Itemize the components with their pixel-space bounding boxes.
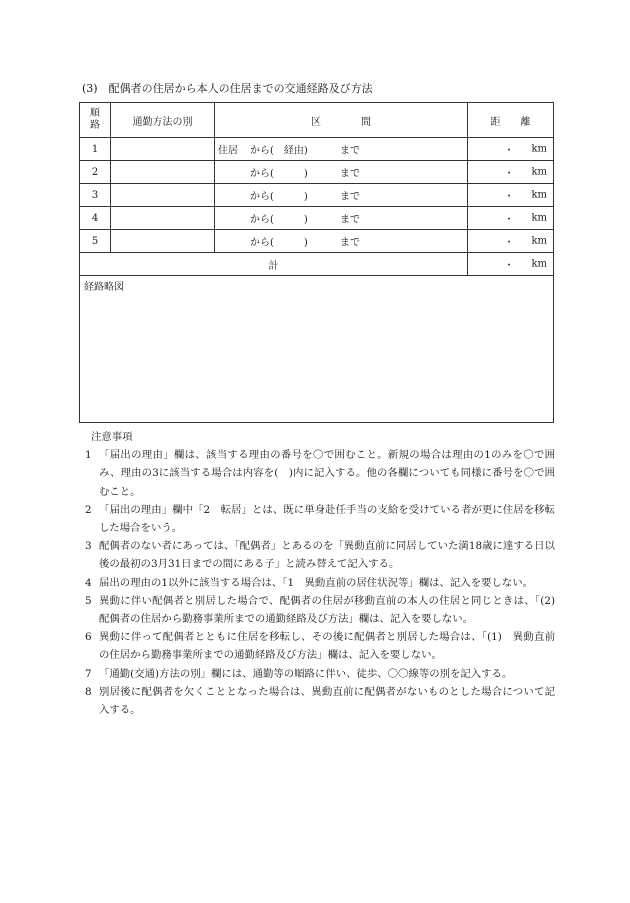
note-number: 1: [85, 449, 92, 462]
interval-cell[interactable]: [215, 230, 468, 253]
decimal-dot: ・: [504, 145, 514, 157]
km-unit: km: [531, 166, 547, 178]
route-map-area[interactable]: [80, 276, 554, 423]
seq-header: [80, 103, 111, 138]
note-number: 4: [85, 576, 92, 589]
interval-via: から( 経由): [250, 145, 308, 157]
section-title: (3) 配偶者の住居から本人の住居までの交通経路及び方法: [82, 82, 373, 95]
seq-header-line1: 順: [90, 108, 100, 119]
method-cell[interactable]: [111, 138, 215, 161]
distance-cell[interactable]: [468, 184, 554, 207]
method-cell[interactable]: [111, 230, 215, 253]
note-item: [85, 446, 555, 501]
interval-cell[interactable]: [215, 184, 468, 207]
note-text: 異動に伴って配偶者とともに住居を移転し、その後に配偶者と別居した場合は、「(1) 異動直前の住居から勤務事業所までの通勤経路及び方法」欄は、記入を要しない。: [99, 631, 555, 662]
note-text: 「通勤(交通)方法の別」欄には、通勤等の順路に伴い、徒歩、〇〇線等の別を記入する。: [99, 667, 513, 680]
map-row: [80, 276, 554, 423]
table-row: [80, 138, 554, 161]
note-number: 6: [85, 631, 92, 644]
distance-cell[interactable]: [468, 207, 554, 230]
interval-header: 区 間: [215, 103, 468, 138]
interval-via: から( ): [250, 168, 308, 180]
km-unit: km: [531, 212, 547, 224]
note-item: [85, 628, 555, 664]
interval-to: まで: [340, 214, 360, 226]
seq-header-line2: 路: [90, 120, 100, 131]
decimal-dot: ・: [504, 214, 514, 226]
note-text: 異動に伴い配偶者と別居した場合で、配偶者の住居が移動直前の本人の住居と同じときは、「(2) 配偶者の住居から勤務事業所までの通勤経路及び方法」欄は、記入を要しない。: [99, 594, 566, 626]
decimal-dot: ・: [504, 237, 514, 249]
note-text: 別居後に配偶者を欠くこととなった場合は、異動直前に配偶者がないものとした場合について記入する。: [99, 685, 555, 717]
interval-via: から( ): [250, 214, 308, 226]
distance-cell[interactable]: [468, 161, 554, 184]
km-unit: km: [531, 143, 547, 155]
distance-header: 距 離: [468, 103, 554, 138]
decimal-dot: ・: [504, 168, 514, 180]
interval-to: まで: [340, 191, 360, 203]
interval-via: から( ): [250, 237, 308, 249]
note-item: [85, 574, 555, 592]
row-number: 5: [80, 230, 111, 253]
route-table: [79, 102, 554, 423]
note-item: [85, 665, 555, 683]
note-text: 配偶者のない者にあっては、「配偶者」とあるのを「異動直前に同居していた満18歳に達する日以後の最初の3月31日までの間にある子」と読み替えて記入する。: [99, 540, 555, 571]
interval-cell[interactable]: [215, 207, 468, 230]
interval-cell[interactable]: [215, 161, 468, 184]
table-row: [80, 161, 554, 184]
interval-via: から( ): [250, 191, 308, 203]
table-header-row: [80, 103, 554, 138]
note-number: 7: [85, 667, 92, 680]
note-number: 8: [85, 685, 92, 698]
note-number: 3: [85, 540, 92, 553]
km-unit: km: [531, 189, 547, 201]
row-number: 2: [80, 161, 111, 184]
method-header: 通勤方法の別: [111, 103, 215, 138]
note-item: [85, 501, 555, 537]
interval-to: まで: [340, 145, 360, 157]
total-label: 計: [80, 253, 468, 276]
note-text: 「届出の理由」欄は、該当する理由の番号を〇で囲むこと。新規の場合は理由の1のみを〇で囲み、理由の3に該当する場合は内容を( )内に記入する。他の各欄についても同様に番号を〇で囲むこと。: [99, 449, 555, 498]
km-unit: km: [531, 258, 547, 270]
table-row: [80, 184, 554, 207]
note-item: [85, 683, 555, 719]
notes-section: [85, 428, 566, 719]
row-number: 4: [80, 207, 111, 230]
total-distance-cell[interactable]: [468, 253, 554, 276]
interval-to: まで: [340, 237, 360, 249]
notes-title: 注意事項: [91, 431, 133, 443]
note-item: [85, 537, 555, 573]
route-map-label: 経路略図: [84, 282, 124, 293]
distance-cell[interactable]: [468, 138, 554, 161]
row-number: 1: [80, 138, 111, 161]
table-row: [80, 230, 554, 253]
km-unit: km: [531, 235, 547, 247]
total-row: [80, 253, 554, 276]
note-text: 届出の理由の1以外に該当する場合は、「1 異動直前の居住状況等」欄は、記入を要しない。: [99, 576, 534, 589]
method-cell[interactable]: [111, 207, 215, 230]
method-cell[interactable]: [111, 161, 215, 184]
note-text: 「届出の理由」欄中「2 転居」とは、既に単身赴任手当の支給を受けている者が更に住居を移転した場合をいう。: [99, 503, 555, 535]
method-cell[interactable]: [111, 184, 215, 207]
note-number: 2: [85, 503, 92, 516]
table-row: [80, 207, 554, 230]
distance-cell[interactable]: [468, 230, 554, 253]
interval-cell[interactable]: [215, 138, 468, 161]
interval-to: まで: [340, 168, 360, 180]
decimal-dot: ・: [504, 260, 514, 272]
note-item: [85, 592, 566, 628]
decimal-dot: ・: [504, 191, 514, 203]
note-number: 5: [85, 594, 92, 607]
interval-from: 住居: [218, 145, 238, 157]
row-number: 3: [80, 184, 111, 207]
